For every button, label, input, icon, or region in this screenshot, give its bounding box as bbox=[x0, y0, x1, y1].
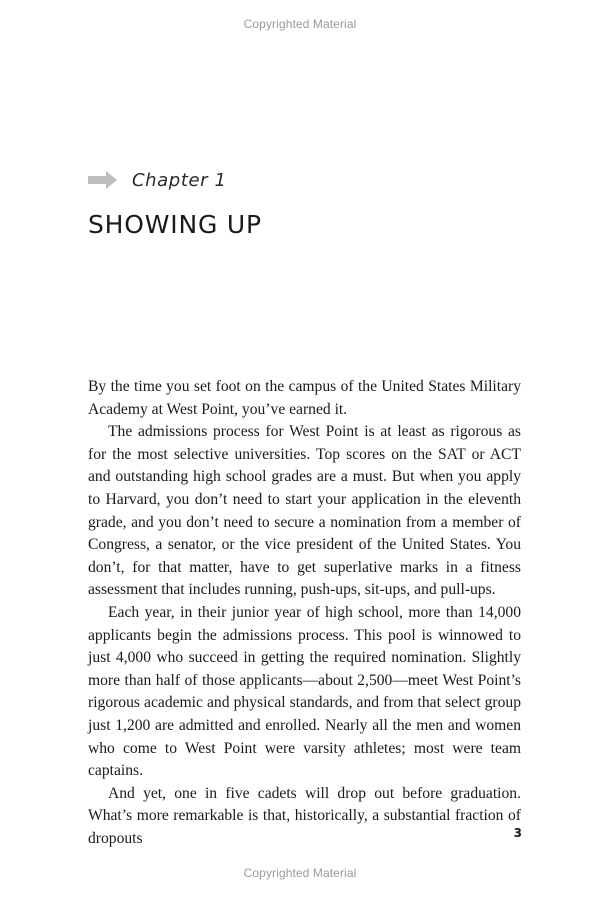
paragraph-3: Each year, in their junior year of high school, more than 14,000 applicants begin the admissions process. This pool is winnowed to just 4,000 who succeed in getting the required nomination. Slightly more than half of those applicants—about 2,500—meet West Point’s rigorous academic and physical standards, and from that select group just 1,200 are admitted and enrolled. Nearly all the men and women who come to West Point were varsity athletes; most were team captains. bbox=[88, 603, 521, 780]
copyright-watermark-bottom: Copyrighted Material bbox=[243, 866, 357, 880]
body-text bbox=[88, 376, 521, 850]
paragraph-2: The admissions process for West Point is at least as rigorous as for the most selective universities. Top scores on the SAT or ACT and outstanding high school grades are a must. But when you apply to Harvard, you don’t need to start your application in the eleventh grade, and you don’t need to secure a nomination from a member of Congress, a senator, or the vice president of the United States. You don’t, for that matter, have to get superlative marks in a fitness assessment that includes running, push-ups, sit-ups, and pull-ups. bbox=[88, 423, 521, 599]
paragraph-1: By the time you set foot on the campus of the United States Military Academy at West Point, you’ve earned it. bbox=[88, 378, 521, 418]
page-number: 3 bbox=[513, 826, 522, 840]
arrow-icon bbox=[88, 171, 118, 189]
chapter-title: SHOWING UP bbox=[88, 210, 262, 239]
paragraph-4: And yet, one in five cadets will drop out before graduation. What’s more remarkable is that, historically, a substantial fraction of dropouts bbox=[88, 784, 521, 847]
copyright-watermark-top: Copyrighted Material bbox=[243, 17, 357, 31]
chapter-label: Chapter 1 bbox=[132, 169, 227, 191]
chapter-heading bbox=[88, 167, 227, 193]
